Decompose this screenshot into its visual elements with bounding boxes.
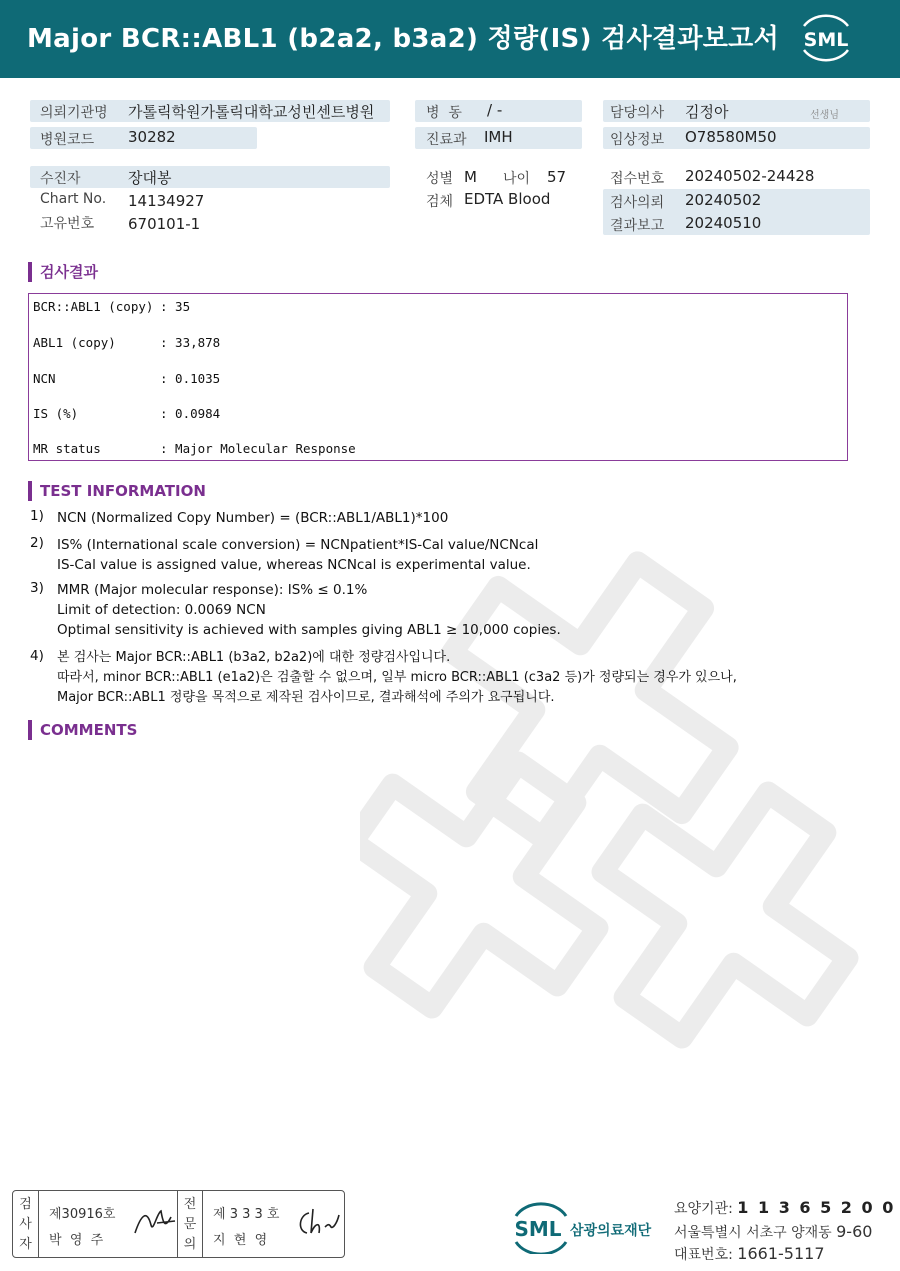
test-info-line: Major BCR::ABL1 정량을 목적으로 제작된 검사이므로, 결과해석에 주의가 요구됩니다. bbox=[57, 690, 555, 705]
test-info-number: 1) bbox=[30, 508, 44, 524]
requested-value: 20240502 bbox=[685, 191, 762, 209]
signature-stamp bbox=[12, 1190, 345, 1258]
tester-signature-icon bbox=[131, 1205, 181, 1239]
result-row bbox=[33, 406, 220, 421]
result-label: BCR::ABL1 (copy) bbox=[33, 299, 154, 314]
footer-code-line bbox=[674, 1198, 895, 1218]
requested-label: 검사의뢰 bbox=[610, 195, 665, 211]
clinical-label: 임상정보 bbox=[610, 132, 665, 148]
specialist-name: 지 현 영 bbox=[213, 1233, 268, 1248]
test-info-line: 따라서, minor BCR::ABL1 (e1a2)은 검출할 수 없으며, 일부 micro BCR::ABL1 (c3a2 등)가 정량되는 경우가 있으나, bbox=[57, 670, 737, 685]
result-row bbox=[33, 441, 356, 456]
result-value: : Major Molecular Response bbox=[160, 441, 356, 456]
test-info-number: 3) bbox=[30, 580, 44, 596]
test-info-number: 4) bbox=[30, 648, 44, 664]
footer-address: 서울특별시 서초구 양재동 bbox=[674, 1225, 832, 1241]
doctor-value: 김정아 bbox=[685, 103, 729, 121]
result-row bbox=[33, 335, 220, 350]
result-value: : 35 bbox=[160, 299, 191, 314]
specialist-license: 제 3 3 3 호 bbox=[213, 1207, 280, 1222]
result-label: MR status bbox=[33, 441, 101, 456]
patient-id-label: 고유번호 bbox=[40, 216, 95, 232]
dept-value: IMH bbox=[484, 128, 513, 146]
age-value: 57 bbox=[547, 168, 567, 186]
footer-code-label: 요양기관: bbox=[674, 1201, 733, 1217]
doctor-suffix: 선생님 bbox=[810, 110, 839, 121]
tester-label: 검 사 자 bbox=[13, 1191, 39, 1257]
report-title: Major BCR::ABL1 (b2a2, b3a2) 정량(IS) 검사결과보고서 bbox=[27, 24, 780, 54]
sex-value: M bbox=[464, 168, 477, 186]
test-info-line: IS-Cal value is assigned value, whereas NCNcal is experimental value. bbox=[57, 557, 531, 573]
chart-label: Chart No. bbox=[40, 191, 107, 207]
patient-id-value: 670101-1 bbox=[128, 215, 201, 233]
results-box bbox=[28, 293, 848, 461]
footer-phone: 1661-5117 bbox=[737, 1244, 825, 1263]
result-label: NCN bbox=[33, 371, 56, 386]
tester-name: 박 영 주 bbox=[49, 1233, 104, 1248]
patient-name-value: 장대봉 bbox=[128, 169, 172, 187]
test-info-line: Optimal sensitivity is achieved with samples giving ABL1 ≥ 10,000 copies. bbox=[57, 622, 561, 638]
footer-code: 1 1 3 6 5 2 0 0 bbox=[737, 1198, 896, 1217]
specimen-value: EDTA Blood bbox=[464, 190, 551, 208]
report-header bbox=[0, 0, 900, 78]
hospital-code-label: 병원코드 bbox=[40, 132, 95, 148]
footer-logo-text: SML bbox=[514, 1217, 562, 1241]
result-label: ABL1 (copy) bbox=[33, 335, 116, 350]
dept-label: 진료과 bbox=[426, 132, 467, 148]
result-row bbox=[33, 299, 190, 314]
result-value: : 33,878 bbox=[160, 335, 221, 350]
sex-label: 성별 bbox=[426, 171, 454, 187]
doctor-label: 담당의사 bbox=[610, 105, 665, 121]
patient-name-band bbox=[30, 166, 390, 188]
specialist-signature-icon bbox=[293, 1205, 343, 1239]
specialist-label: 전 문 의 bbox=[177, 1191, 203, 1257]
test-info-line: IS% (International scale conversion) = NCNpatient*IS-Cal value/NCNcal bbox=[57, 537, 539, 553]
ward-value: / - bbox=[487, 101, 503, 119]
institution-label: 의뢰기관명 bbox=[40, 105, 108, 121]
reported-value: 20240510 bbox=[685, 214, 762, 232]
test-info-section-title: TEST INFORMATION bbox=[28, 481, 206, 501]
tester-license: 제30916호 bbox=[49, 1207, 116, 1222]
patient-name-label: 수진자 bbox=[40, 171, 81, 187]
institution-value: 가톨릭학원가톨릭대학교성빈센트병원 bbox=[128, 103, 375, 121]
result-value: : 0.1035 bbox=[160, 371, 221, 386]
sml-logo-text: SML bbox=[803, 29, 849, 51]
footer-phone-label: 대표번호: bbox=[674, 1247, 733, 1263]
footer-address-no: 9-60 bbox=[836, 1222, 873, 1241]
footer-phone-line bbox=[674, 1244, 825, 1264]
test-info-line: 본 검사는 Major BCR::ABL1 (b3a2, b2a2)에 대한 정량검사입니다. bbox=[57, 650, 451, 665]
result-label: IS (%) bbox=[33, 406, 79, 421]
chart-value: 14134927 bbox=[128, 192, 205, 210]
footer-org-name: 삼광의료재단 bbox=[570, 1223, 652, 1239]
ward-label: 병 동 bbox=[426, 105, 462, 121]
results-section-title: 검사결과 bbox=[28, 262, 98, 282]
test-info-line: NCN (Normalized Copy Number) = (BCR::ABL1/ABL1)*100 bbox=[57, 510, 449, 526]
receipt-value: 20240502-24428 bbox=[685, 167, 815, 185]
receipt-label: 접수번호 bbox=[610, 171, 665, 187]
test-info-line: MMR (Major molecular response): IS% ≤ 0.1% bbox=[57, 582, 368, 598]
age-label: 나이 bbox=[503, 171, 531, 187]
result-row bbox=[33, 371, 220, 386]
result-value: : 0.0984 bbox=[160, 406, 221, 421]
hospital-code-value: 30282 bbox=[128, 128, 176, 146]
sml-logo-icon bbox=[796, 12, 856, 64]
footer-sml-logo-icon bbox=[510, 1202, 572, 1254]
test-info-line: Limit of detection: 0.0069 NCN bbox=[57, 602, 266, 618]
clinical-value: O78580M50 bbox=[685, 128, 777, 146]
specimen-label: 검체 bbox=[426, 194, 454, 210]
reported-label: 결과보고 bbox=[610, 218, 665, 234]
footer-address-line bbox=[674, 1222, 872, 1242]
test-info-number: 2) bbox=[30, 535, 44, 551]
comments-section-title: COMMENTS bbox=[28, 720, 137, 740]
